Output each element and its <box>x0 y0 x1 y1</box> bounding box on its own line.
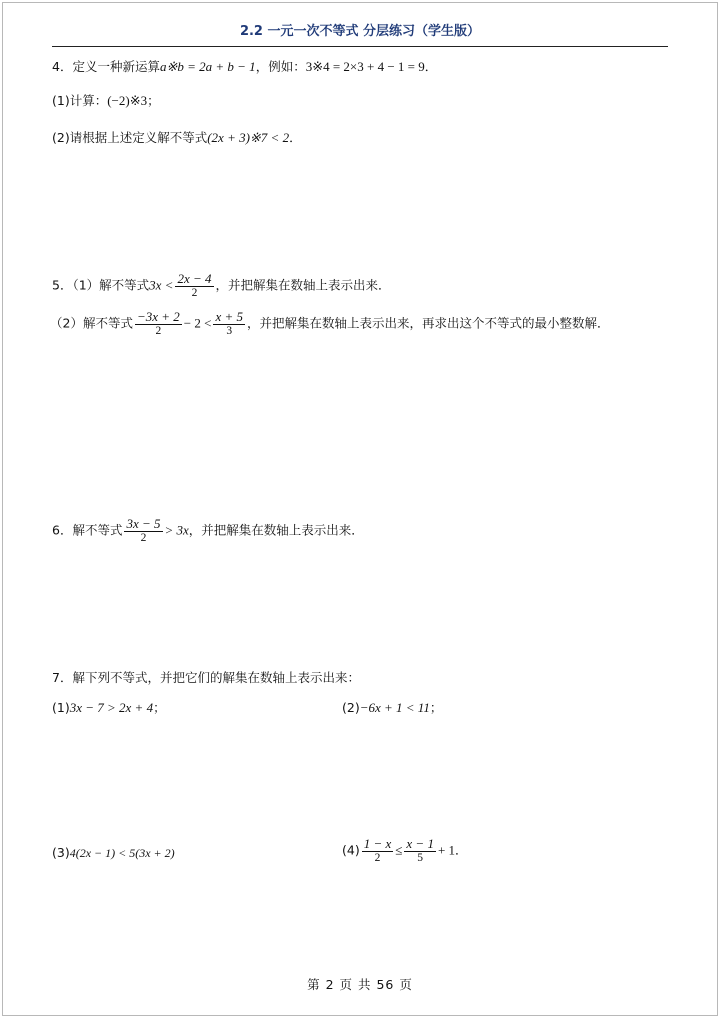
q5-p1-lhs: 3x < <box>149 277 174 293</box>
q6-numerator: 3x − 5 <box>126 516 161 531</box>
q7-p4-denominator-2: 5 <box>417 852 424 864</box>
header-divider <box>52 46 668 47</box>
question-4-part-1 <box>52 94 160 108</box>
question-4-stem <box>52 60 437 74</box>
q4-definition: a※b = 2a + b − 1 <box>159 59 256 74</box>
q7-p4-end: ． <box>455 842 468 858</box>
q7-p4-numerator-2: x − 1 <box>406 836 434 851</box>
question-7-part-1 <box>52 701 166 715</box>
question-7-part-3 <box>52 847 175 860</box>
q4-p1-expr: (−2)※3 <box>107 93 148 108</box>
q4-example-label: ，例如： <box>255 59 306 74</box>
q7-p4-fraction-2 <box>404 837 436 865</box>
q5-p2-fraction-1 <box>135 310 182 338</box>
q7-p1-end: ； <box>153 700 166 715</box>
q7-p3-expr: 4(2x − 1) < 5(3x + 2) <box>69 846 175 860</box>
question-5-part-1 <box>52 272 391 300</box>
q4-p2-label: (2)请根据上述定义解不等式 <box>52 130 208 145</box>
q4-label: 4．定义一种新运算 <box>52 59 160 74</box>
q4-p1-end: ； <box>147 93 160 108</box>
question-7-part-4 <box>342 837 468 865</box>
q4-p2-end: ． <box>289 130 302 145</box>
question-5-part-2 <box>50 310 610 338</box>
q5-p1-denominator: 2 <box>191 287 198 299</box>
q5-p2-numerator-2: x + 5 <box>215 309 244 324</box>
question-6 <box>52 517 364 545</box>
q7-label: 7．解下列不等式，并把它们的解集在数轴上表示出来： <box>52 670 360 685</box>
q7-p2-expr: −6x + 1 < 11 <box>359 700 430 715</box>
q4-p1-label: (1)计算： <box>52 93 108 108</box>
q5-p1-numerator: 2x − 4 <box>177 271 212 286</box>
q7-p4-mid: ≤ <box>395 842 403 858</box>
q7-p1-expr: 3x − 7 > 2x + 4 <box>69 700 154 715</box>
q5-p2-denominator-2: 3 <box>226 325 233 337</box>
q6-rhs: > 3x <box>164 522 189 538</box>
q7-p4-tail: + 1 <box>437 842 456 858</box>
q6-fraction <box>124 517 162 545</box>
page-title: 2.2 一元一次不等式 分层练习（学生版） <box>239 24 481 39</box>
q5-p1-fraction <box>175 272 213 300</box>
q7-p4-numerator-1: 1 − x <box>363 836 392 851</box>
q5-p1-label: 5．（1）解不等式 <box>52 277 150 293</box>
q4-example: 3※4 = 2×3 + 4 − 1 = 9 <box>305 59 425 74</box>
q7-p1-label: (1) <box>52 700 70 715</box>
q7-p2-end: ； <box>429 700 443 715</box>
q5-p2-denominator-1: 2 <box>155 325 162 337</box>
q5-p2-numerator-1: −3x + 2 <box>136 309 180 324</box>
q7-p2-label: (2) <box>342 700 360 715</box>
question-4-part-2 <box>52 131 302 145</box>
q7-p3-label: (3) <box>52 845 70 860</box>
q4-end: ． <box>424 59 438 74</box>
question-7-stem <box>52 672 360 685</box>
q5-p2-fraction-2 <box>213 310 245 338</box>
q6-label: 6．解不等式 <box>52 522 123 538</box>
q7-p4-denominator-1: 2 <box>374 852 381 864</box>
q5-p2-label: （2）解不等式 <box>50 315 133 331</box>
q5-p1-tail: ，并把解集在数轴上表示出来． <box>215 277 391 293</box>
q4-p2-expr: (2x + 3)※7 < 2 <box>207 130 290 145</box>
question-7-part-2 <box>342 701 442 715</box>
q5-p2-tail: ，并把解集在数轴上表示出来，再求出这个不等式的最小整数解． <box>247 315 610 331</box>
q7-p4-label: (4) <box>342 842 360 858</box>
q5-p2-mid: − 2 < <box>183 315 212 331</box>
q7-p4-fraction-1 <box>362 837 394 865</box>
q6-tail: ，并把解集在数轴上表示出来． <box>188 522 364 538</box>
q6-denominator: 2 <box>140 532 147 544</box>
page-number-footer: 第 2 页 共 56 页 <box>307 977 413 992</box>
